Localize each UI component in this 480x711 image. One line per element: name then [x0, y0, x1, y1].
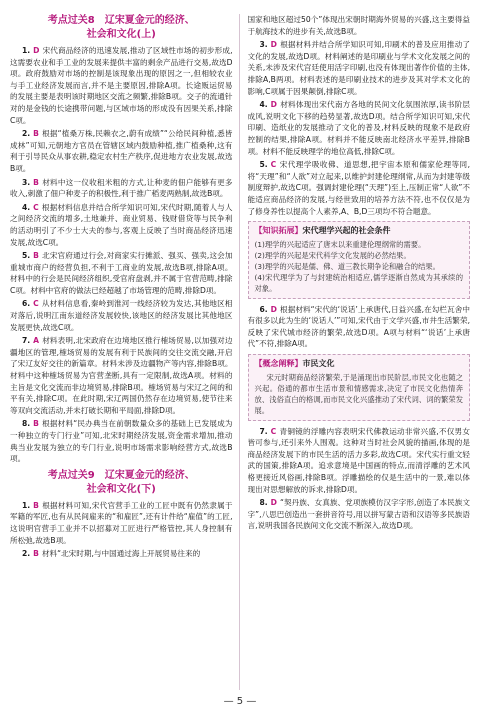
answer-explanation: 从材料信息看,秦岭到淮河一线经济较为发达,其他地区相对落后,说明江南东道经济发展较快,该地区的经济发展比其他地区发展更快,故选C项。 — [10, 299, 233, 332]
answer-number: 6. — [259, 304, 268, 314]
answer-item — [248, 39, 471, 97]
answer-number: 8. — [22, 419, 31, 429]
answer-number: 5. — [259, 160, 268, 170]
answer-item — [248, 159, 471, 217]
right-column — [248, 14, 471, 690]
answer-number: 3. — [259, 40, 268, 50]
answer-explanation: 根据材料并结合所学知识可知,印刷术的普及应用推动了文化的发展,故选D项。材料阐述的是印刷业与学术文化发展之间的关系,未涉及宋代宫廷使用活字印刷,也没有体现出著作价值的主体,排除A,B两项。材料表述的是印刷业技术的进步及其对学术文化的影响,C项属于因果颠倒,排除C项。 — [247, 40, 470, 96]
answer-explanation: 根据材料信息并结合所学知识可知,宋代时期,随着人与人之间经济交流的增多,土地兼并、商业贸易、钱财借贷等与民争利的活动明引了不少士大夫的参与,客观上反映了当时商品经济迅速发展,故选C项。 — [10, 202, 233, 247]
answer-explanation: 宋代理学吸收佛、道思想,把宇宙本原和儒家伦理等同,将“天理”和“人欲”对立起来,以维护封建伦理纲常,从而为封建等级制度辩护,故选C项。强调封建伦理(“天理”)至上,压制正常“人欲”不能适应商品经济的发展,与经世致用的培养方法不符,也不仅仅是为了修身养性以提高个人素养,A、B,D三项均不符合题意。 — [247, 160, 470, 216]
knowledge-expansion-box — [248, 221, 471, 299]
answer-explanation: 根据材料可知,宋代官营手工业的工匠中既有仍然隶属于军籍的军匠,也有从民间雇来的“和雇匠”,还有计件给“雇值”的工匠,这说明官营手工业并不以招募对工匠进行严格管控,其人身控制有所松弛,故选B项。 — [10, 500, 233, 545]
answer-number: 7. — [22, 336, 31, 346]
answer-number: 4. — [259, 100, 268, 110]
answer-explanation: 北宋官府通过行会,对商家实行摊派、强买、强卖,这会加重城市商户的经营负担,不利于工商业的发展,故选B项,排除A项。材料中的行会是民间经济组织,受官府盘剥,并不属于官营范畴,排除C项。材料中官府的做法已经超越了市场管理的范畴,排除D项。 — [10, 251, 233, 295]
knowledge-box-title: 【知识拓展】宋代理学兴起的社会条件 — [254, 226, 391, 236]
answer-item — [10, 202, 233, 248]
section-9-title-line1: 考点过关9 辽宋夏金元的经济、 — [47, 469, 195, 481]
answer-number: 2. — [22, 549, 31, 559]
concept-box-title: 【概念阐释】市民文化 — [254, 359, 335, 369]
answer-letter: C — [270, 426, 277, 436]
answer-item-6 — [248, 304, 471, 350]
answer-item — [10, 250, 233, 296]
answer-item — [10, 548, 233, 560]
answer-letter: C — [33, 202, 39, 212]
two-column-layout — [10, 14, 470, 690]
answer-letter: B — [33, 419, 39, 429]
knowledge-box-item: (3)理学的兴起是儒、佛、道三教长期争论和融合的结果。 — [254, 261, 440, 271]
answer-explanation: 宋代商品经济的迅速发展,推动了区域性市场的初步形成,这需要农业和手工业的发展来提供丰富的剩余产品进行交易,故选D项。政府鼓励对市场的控制是该现象出现的原因之一,但相较农业与手工业经济发展而言,并不是主要原因,排除A项。长途贩运贸易的发展主要是表明该时期地区交流之频繁,排除B项。交子的流通针对的是金钱的长途携带问题,与区域市场的形成没有因果关系,排除C项。 — [10, 46, 233, 125]
knowledge-box-items — [255, 239, 464, 294]
answer-number: 2. — [22, 129, 31, 139]
answer-item — [10, 177, 233, 200]
answer-explanation: 材料中这一仪收租米粗的方式,让种麦的佃户能够有更多收入,刺激了佃户种麦子的积极性,利于推广稻麦两熟制,故选B项。 — [10, 177, 233, 199]
concept-box-heading: 市民文化 — [302, 359, 335, 369]
knowledge-box-heading: 宋代理学兴起的社会条件 — [302, 226, 391, 236]
answer-letter: D — [33, 46, 40, 55]
answer-number: 7. — [259, 426, 268, 436]
answer-letter: D — [270, 40, 277, 50]
knowledge-box-item: (2)理学的兴起是宋代科学文化发展的必然结果。 — [254, 250, 411, 260]
right-answers-after — [248, 426, 471, 532]
answer-item — [248, 99, 471, 157]
answer-letter: B — [33, 500, 39, 510]
answer-number: 1. — [22, 46, 31, 55]
section-8-answers — [10, 45, 233, 465]
concept-explanation-box — [248, 354, 471, 421]
left-column — [10, 14, 240, 690]
answer-explanation: 根据“植桑万株,民赖衣之,蔚有成绩”“公给民间种植,悉皆成林”可知,元朝地方官员在管辖区域内鼓励种植,推广植桑种,这有利于引导民众从事农耕,稳定农村生产秩序,促进地方农业发展,故选B项。 — [10, 129, 233, 173]
answer-number: 4. — [22, 202, 31, 212]
answer-item — [10, 500, 233, 546]
answer-item — [10, 128, 233, 174]
answer-letter: A — [33, 336, 40, 346]
answer-explanation: 材料表明,北宋政府在边境地区推行榷场贸易,以加强对边疆地区的管理,榷场贸易的发展有利于民族间的交往交流交融,开启了宋辽友好交往的新篇章。材料未涉及边疆物产等内容,排除B项。材料中这种榷场贸易为官营垄断,具有一定限制,故选A项。材料的主旨是文化交流而非边境贸易,排除B项。榷场贸易与宋辽之间的和平有关,排除C项。在此时期,宋辽两国仍然存在边境贸易,使节往来等双向交流活动,并未打破长期和平局面,排除D项。 — [10, 336, 233, 415]
answer-item — [10, 298, 233, 333]
answer-number: 8. — [259, 498, 268, 508]
section-9-title — [10, 469, 233, 497]
section-9-answers — [10, 500, 233, 560]
answer-letter: C — [270, 160, 277, 170]
answer-explanation: 根据材料“宋代的‘说话’上承唐代,日益兴盛,在勾栏瓦舍中有很多以此为生的‘说话人’”可知,宋代由于文学兴盛,市井生活繁荣,反映了宋代城市经济的繁荣,故选D项。A项与材料“‘说话’上承唐代”不符,排除A项。 — [247, 304, 470, 349]
right-answers — [248, 39, 471, 217]
answer-explanation: 材料“北宋时期,与中国通过海上开展贸易往来的 — [41, 549, 201, 559]
answer-letter: B — [33, 177, 39, 187]
knowledge-box-item: (1)理学的兴起适应了唐末以来重建伦理纲常的需要。 — [254, 239, 426, 249]
continued-answer-text: 国家和地区超过50个”体现出宋朝时期海外贸易的兴盛,这主要得益于航海技术的进步有关,故选B项。 — [247, 15, 470, 36]
section-8-title — [10, 14, 233, 42]
answer-letter: B — [33, 549, 39, 559]
answer-explanation: 材料体现出宋代南方各地的民间文化氛围浓厚,读书阶层成风,说明文化下移的趋势显著,故选D项。结合所学知识可知,宋代印刷、造纸业的发展推动了文化的普及,材料反映的现象不是政府控制的结果,排除A项。材料并不能反映南北经济水平差异,排除B项。材料不能反映理学的地位高低,排除C项。 — [247, 100, 470, 156]
answer-explanation: “契丹族、女真族、党项族模仿汉字字形,创造了本民族文字”,八思巴创造出一套拼音符号,用以拼写蒙古语和汉语等多民族语言,说明我国各民族间文化交流不断深入,故选D项。 — [247, 498, 470, 531]
answer-number: 6. — [22, 299, 31, 309]
answer-number: 5. — [22, 251, 31, 261]
answer-letter: B — [33, 129, 39, 139]
section-9-title-line2: 社会和文化(下) — [86, 483, 156, 495]
knowledge-box-item: (4)宋代理学为了与封建统治相适应,儒学逐渐自然成为其承续的对象。 — [254, 272, 463, 293]
section-8-title-line1: 考点过关8 辽宋夏金元的经济、 — [47, 15, 195, 26]
answer-letter: C — [33, 299, 39, 309]
answer-number: 1. — [22, 500, 31, 510]
page-number: — 5 — — [223, 696, 257, 707]
answer-letter: D — [270, 100, 277, 110]
answer-item — [248, 426, 471, 496]
answer-number: 3. — [22, 177, 31, 187]
answer-letter: D — [270, 304, 277, 314]
answer-item — [10, 45, 233, 126]
answer-letter: D — [270, 498, 277, 508]
answer-explanation: 青铜镜的浮雕内容表明宋代佛教运动非常兴盛,不仅男女皆可参与,还引来外人围观。这种对当时社会风貌的描画,体现的是商品经济发展下的市民生活的活力多彩,故选C项。宋代实行重文轻武的国策,排除A项。追求意境是中国画的特点,而清浮雕的艺术风格更接近风俗画,排除B项。浮雕描绘的仅是生活中的一景,难以体现出对思想解放的诉求,排除D项。 — [247, 426, 470, 494]
concept-box-text: 宋元时期商品经济繁荣,于是涌现出市民阶层,市民文化也随之兴起。俗通的都市生活市景和情感需求,决定了市民文化热情奔放、浅俗直白的格调,而市民文化兴盛推动了宋代词、词的繁荣发展。 — [254, 372, 463, 415]
answer-item — [248, 497, 471, 532]
section-8-title-line2: 社会和文化(上) — [86, 29, 156, 40]
answer-letter: B — [33, 251, 39, 261]
answer-item — [10, 418, 233, 464]
answer-explanation: 根据材料“民办典当在前朝数量众多的基础上已发展成为一种独立的专门行业”可知,北宋时期经济发展,资金需求增加,推动典当业发展为独立的专门行业,说明市场需求影响经营方式,故选B项。 — [10, 419, 233, 464]
answer-item — [10, 335, 233, 416]
